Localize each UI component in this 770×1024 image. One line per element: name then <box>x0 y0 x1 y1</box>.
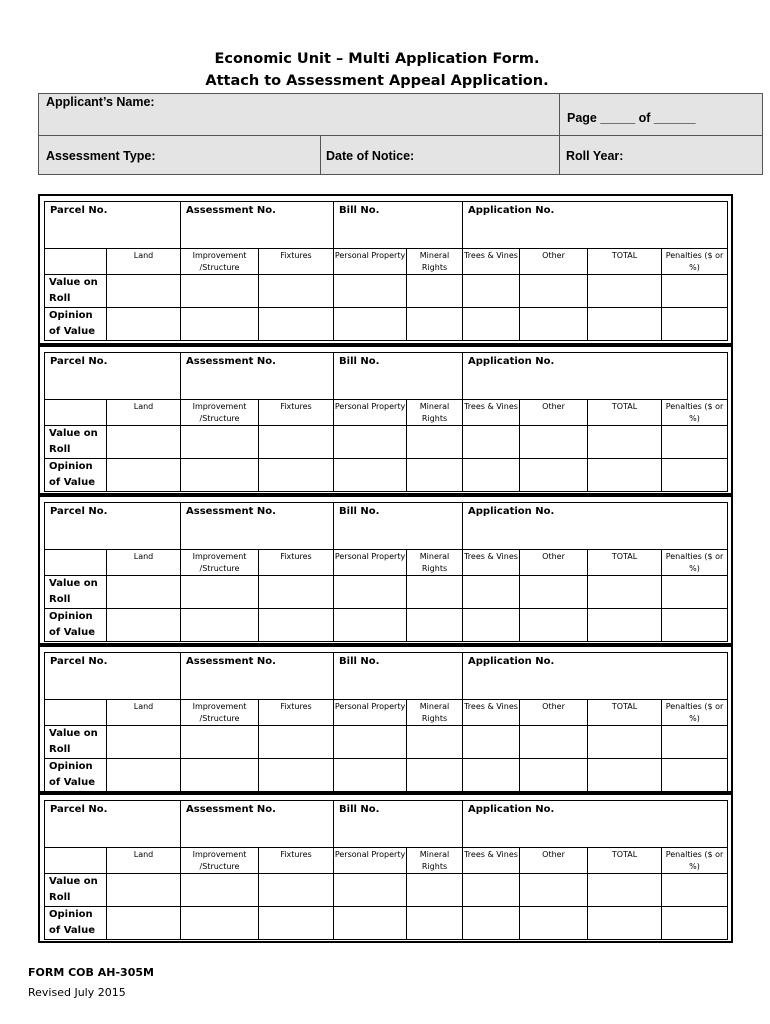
parcel-id-row <box>45 801 728 848</box>
column-header: Fixtures <box>259 249 334 275</box>
column-header-row <box>45 400 728 426</box>
value-row <box>45 874 728 907</box>
parcel-no-field[interactable]: Parcel No. <box>45 353 181 400</box>
column-header: Penalties ($ or %) <box>662 848 728 874</box>
header-divider <box>39 135 762 136</box>
value-input-cell[interactable] <box>463 576 520 609</box>
value-input-cell[interactable] <box>588 609 662 642</box>
value-input-cell[interactable] <box>662 726 728 759</box>
value-input-cell[interactable] <box>259 576 334 609</box>
value-row <box>45 308 728 341</box>
row-header: Value on Roll <box>45 726 107 759</box>
value-input-cell[interactable] <box>107 576 181 609</box>
value-input-cell[interactable] <box>463 308 520 341</box>
application-no-field[interactable]: Application No. <box>463 353 728 400</box>
value-input-cell[interactable] <box>107 609 181 642</box>
assessment-type-label: Assessment Type: <box>46 149 156 163</box>
row-header: Opinion of Value <box>45 907 107 940</box>
value-input-cell[interactable] <box>334 759 407 792</box>
parcel-table <box>44 502 728 642</box>
applicant-header-box <box>38 93 763 175</box>
parcel-id-row <box>45 653 728 700</box>
value-input-cell[interactable] <box>662 907 728 940</box>
value-input-cell[interactable] <box>181 459 259 492</box>
value-input-cell[interactable] <box>520 907 588 940</box>
column-header: Penalties ($ or %) <box>662 249 728 275</box>
value-input-cell[interactable] <box>259 459 334 492</box>
value-input-cell[interactable] <box>181 609 259 642</box>
value-input-cell[interactable] <box>259 874 334 907</box>
value-input-cell[interactable] <box>520 459 588 492</box>
value-input-cell[interactable] <box>520 426 588 459</box>
value-input-cell[interactable] <box>463 726 520 759</box>
parcel-id-row <box>45 503 728 550</box>
value-input-cell[interactable] <box>407 609 463 642</box>
value-input-cell[interactable] <box>588 275 662 308</box>
value-input-cell[interactable] <box>662 426 728 459</box>
form-title-line1: Economic Unit – Multi Application Form. <box>214 51 540 67</box>
revision-date: Revised July 2015 <box>28 986 126 999</box>
parcel-no-field[interactable]: Parcel No. <box>45 653 181 700</box>
column-header: Fixtures <box>259 550 334 576</box>
bill-no-field[interactable]: Bill No. <box>334 353 463 400</box>
blank-cell <box>45 249 107 275</box>
column-header: Land <box>107 700 181 726</box>
value-input-cell[interactable] <box>107 759 181 792</box>
parcel-id-row <box>45 202 728 249</box>
assessment-no-field[interactable]: Assessment No. <box>181 202 334 249</box>
value-input-cell[interactable] <box>463 759 520 792</box>
column-header: Improvement /Structure <box>181 700 259 726</box>
column-header-row <box>45 550 728 576</box>
column-header: TOTAL <box>588 550 662 576</box>
value-input-cell[interactable] <box>334 609 407 642</box>
column-header: Trees & Vines <box>463 249 520 275</box>
value-input-cell[interactable] <box>181 874 259 907</box>
value-input-cell[interactable] <box>662 275 728 308</box>
parcel-no-field[interactable]: Parcel No. <box>45 503 181 550</box>
row-header: Opinion of Value <box>45 609 107 642</box>
column-header: Improvement /Structure <box>181 400 259 426</box>
value-input-cell[interactable] <box>334 459 407 492</box>
roll-year-label: Roll Year: <box>566 149 624 163</box>
column-header: TOTAL <box>588 400 662 426</box>
bill-no-field[interactable]: Bill No. <box>334 503 463 550</box>
column-header: Personal Property <box>334 400 407 426</box>
column-header: Improvement /Structure <box>181 848 259 874</box>
value-input-cell[interactable] <box>520 609 588 642</box>
parcel-id-row <box>45 353 728 400</box>
value-input-cell[interactable] <box>107 726 181 759</box>
row-header: Opinion of Value <box>45 759 107 792</box>
value-input-cell[interactable] <box>334 874 407 907</box>
value-input-cell[interactable] <box>181 308 259 341</box>
parcel-table <box>44 652 728 792</box>
row-header: Value on Roll <box>45 275 107 308</box>
parcel-block <box>38 194 733 345</box>
column-header: Fixtures <box>259 400 334 426</box>
parcel-table <box>44 352 728 492</box>
blank-cell <box>45 400 107 426</box>
value-input-cell[interactable] <box>407 759 463 792</box>
column-header: Other <box>520 848 588 874</box>
applicant-name-label: Applicant’s Name: <box>46 95 155 109</box>
column-header: Mineral Rights <box>407 400 463 426</box>
parcel-no-field[interactable]: Parcel No. <box>45 801 181 848</box>
row-header: Opinion of Value <box>45 459 107 492</box>
parcel-block <box>38 495 733 645</box>
value-input-cell[interactable] <box>407 275 463 308</box>
column-header: Land <box>107 249 181 275</box>
column-header: Land <box>107 550 181 576</box>
value-row <box>45 726 728 759</box>
value-input-cell[interactable] <box>520 308 588 341</box>
value-row <box>45 576 728 609</box>
value-input-cell[interactable] <box>259 426 334 459</box>
column-header: Improvement /Structure <box>181 249 259 275</box>
value-input-cell[interactable] <box>520 874 588 907</box>
value-input-cell[interactable] <box>181 907 259 940</box>
parcel-table <box>44 201 728 341</box>
assessment-no-field[interactable]: Assessment No. <box>181 353 334 400</box>
value-input-cell[interactable] <box>334 726 407 759</box>
value-input-cell[interactable] <box>407 907 463 940</box>
bill-no-field[interactable]: Bill No. <box>334 801 463 848</box>
column-header: TOTAL <box>588 848 662 874</box>
value-input-cell[interactable] <box>259 759 334 792</box>
value-input-cell[interactable] <box>588 874 662 907</box>
value-input-cell[interactable] <box>181 726 259 759</box>
row-header: Opinion of Value <box>45 308 107 341</box>
value-input-cell[interactable] <box>463 907 520 940</box>
form-title-line2: Attach to Assessment Appeal Application. <box>205 73 549 89</box>
value-input-cell[interactable] <box>463 275 520 308</box>
value-input-cell[interactable] <box>588 426 662 459</box>
parcel-no-field[interactable]: Parcel No. <box>45 202 181 249</box>
value-input-cell[interactable] <box>463 609 520 642</box>
value-input-cell[interactable] <box>662 459 728 492</box>
header-divider <box>320 135 321 175</box>
value-row <box>45 609 728 642</box>
value-input-cell[interactable] <box>259 308 334 341</box>
parcel-block <box>38 645 733 793</box>
value-input-cell[interactable] <box>107 459 181 492</box>
value-input-cell[interactable] <box>107 426 181 459</box>
value-input-cell[interactable] <box>463 426 520 459</box>
application-no-field[interactable]: Application No. <box>463 202 728 249</box>
column-header: Other <box>520 700 588 726</box>
application-no-field[interactable]: Application No. <box>463 801 728 848</box>
value-input-cell[interactable] <box>588 576 662 609</box>
value-input-cell[interactable] <box>520 726 588 759</box>
value-input-cell[interactable] <box>181 426 259 459</box>
application-no-field[interactable]: Application No. <box>463 653 728 700</box>
column-header: Penalties ($ or %) <box>662 700 728 726</box>
application-no-field[interactable]: Application No. <box>463 503 728 550</box>
value-input-cell[interactable] <box>662 576 728 609</box>
column-header: Mineral Rights <box>407 550 463 576</box>
blank-cell <box>45 700 107 726</box>
column-header: Mineral Rights <box>407 848 463 874</box>
parcel-table <box>44 800 728 940</box>
column-header: Penalties ($ or %) <box>662 400 728 426</box>
value-input-cell[interactable] <box>520 759 588 792</box>
value-input-cell[interactable] <box>407 874 463 907</box>
column-header: Improvement /Structure <box>181 550 259 576</box>
value-input-cell[interactable] <box>107 275 181 308</box>
column-header: Other <box>520 249 588 275</box>
assessment-no-field[interactable]: Assessment No. <box>181 503 334 550</box>
value-input-cell[interactable] <box>334 576 407 609</box>
value-input-cell[interactable] <box>588 759 662 792</box>
column-header: TOTAL <box>588 700 662 726</box>
value-input-cell[interactable] <box>181 759 259 792</box>
value-input-cell[interactable] <box>588 907 662 940</box>
column-header: Personal Property <box>334 848 407 874</box>
column-header: Mineral Rights <box>407 249 463 275</box>
column-header: Trees & Vines <box>463 700 520 726</box>
column-header: Other <box>520 550 588 576</box>
value-row <box>45 459 728 492</box>
column-header: Fixtures <box>259 700 334 726</box>
value-input-cell[interactable] <box>463 874 520 907</box>
column-header-row <box>45 848 728 874</box>
header-divider <box>559 135 560 175</box>
bill-no-field[interactable]: Bill No. <box>334 202 463 249</box>
value-input-cell[interactable] <box>588 308 662 341</box>
column-header: Personal Property <box>334 249 407 275</box>
blank-cell <box>45 848 107 874</box>
value-input-cell[interactable] <box>259 275 334 308</box>
date-of-notice-label: Date of Notice: <box>326 149 415 163</box>
value-input-cell[interactable] <box>259 907 334 940</box>
page-number-label: Page _____ of ______ <box>567 111 696 125</box>
row-header: Value on Roll <box>45 576 107 609</box>
value-input-cell[interactable] <box>588 459 662 492</box>
form-id: FORM COB AH-305M <box>28 966 154 979</box>
column-header: Mineral Rights <box>407 700 463 726</box>
value-input-cell[interactable] <box>662 609 728 642</box>
column-header-row <box>45 700 728 726</box>
assessment-no-field[interactable]: Assessment No. <box>181 801 334 848</box>
value-input-cell[interactable] <box>334 308 407 341</box>
parcel-block <box>38 345 733 495</box>
value-input-cell[interactable] <box>407 576 463 609</box>
value-input-cell[interactable] <box>181 576 259 609</box>
value-input-cell[interactable] <box>662 759 728 792</box>
value-input-cell[interactable] <box>662 874 728 907</box>
value-row <box>45 275 728 308</box>
value-row <box>45 759 728 792</box>
value-row <box>45 907 728 940</box>
blank-cell <box>45 550 107 576</box>
assessment-no-field[interactable]: Assessment No. <box>181 653 334 700</box>
value-input-cell[interactable] <box>107 907 181 940</box>
column-header: Land <box>107 848 181 874</box>
value-input-cell[interactable] <box>334 907 407 940</box>
value-input-cell[interactable] <box>520 275 588 308</box>
row-header: Value on Roll <box>45 874 107 907</box>
value-input-cell[interactable] <box>588 726 662 759</box>
value-input-cell[interactable] <box>407 426 463 459</box>
value-input-cell[interactable] <box>407 726 463 759</box>
column-header: Trees & Vines <box>463 848 520 874</box>
column-header-row <box>45 249 728 275</box>
value-input-cell[interactable] <box>407 308 463 341</box>
parcel-block <box>38 793 733 943</box>
value-input-cell[interactable] <box>662 308 728 341</box>
value-input-cell[interactable] <box>407 459 463 492</box>
header-divider <box>559 94 560 135</box>
value-input-cell[interactable] <box>520 576 588 609</box>
value-row <box>45 426 728 459</box>
value-input-cell[interactable] <box>463 459 520 492</box>
row-header: Value on Roll <box>45 426 107 459</box>
value-input-cell[interactable] <box>334 275 407 308</box>
column-header: Personal Property <box>334 700 407 726</box>
value-input-cell[interactable] <box>107 308 181 341</box>
bill-no-field[interactable]: Bill No. <box>334 653 463 700</box>
value-input-cell[interactable] <box>107 874 181 907</box>
column-header: Trees & Vines <box>463 550 520 576</box>
value-input-cell[interactable] <box>259 609 334 642</box>
column-header: Trees & Vines <box>463 400 520 426</box>
column-header: Land <box>107 400 181 426</box>
column-header: Other <box>520 400 588 426</box>
column-header: Fixtures <box>259 848 334 874</box>
column-header: Penalties ($ or %) <box>662 550 728 576</box>
value-input-cell[interactable] <box>259 726 334 759</box>
column-header: Personal Property <box>334 550 407 576</box>
column-header: TOTAL <box>588 249 662 275</box>
value-input-cell[interactable] <box>334 426 407 459</box>
value-input-cell[interactable] <box>181 275 259 308</box>
